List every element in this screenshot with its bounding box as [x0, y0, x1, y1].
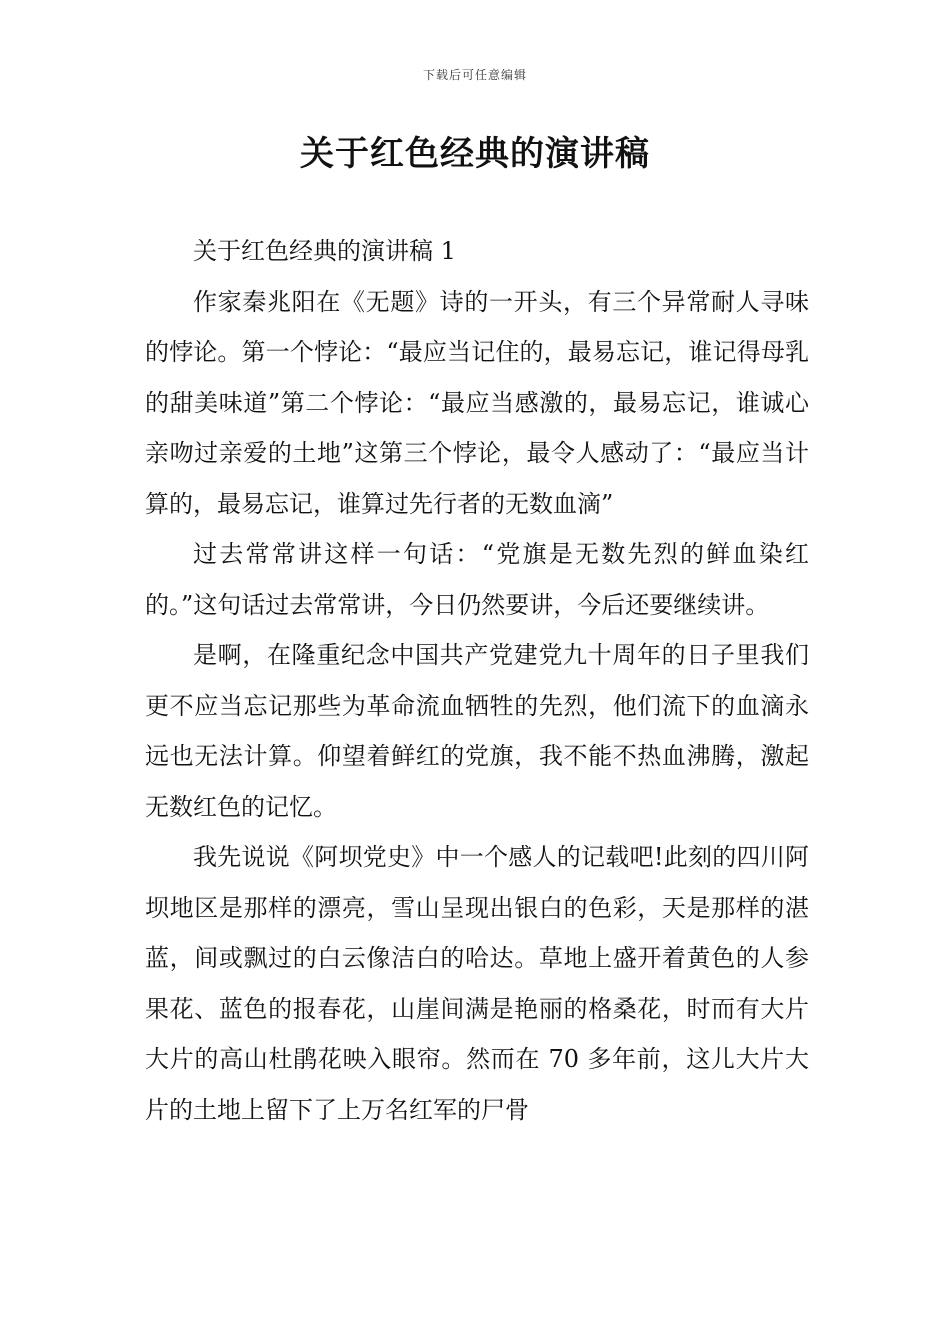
paragraph: 我先说说《阿坝党史》中一个感人的记载吧!此刻的四川阿坝地区是那样的漂亮，雪山呈现出银白的色彩，天是那样的湛蓝，间或飘过的白云像洁白的哈达。草地上盛开着黄色的人参果花、蓝色的报春花，山崖间满是艳丽的格桑花，时而有大片大片的高山杜鹃花映入眼帘。然而在 70 多年前，这儿大片大片的土地上留下了上万名红军的尸骨 [145, 843, 809, 1124]
document-body [145, 226, 809, 1135]
paragraph: 是啊，在隆重纪念中国共产党建党九十周年的日子里我们更不应当忘记那些为革命流血牺牲的先烈，他们流下的血滴永远也无法计算。仰望着鲜红的党旗，我不能不热血沸腾，激起无数红色的记忆。 [145, 641, 809, 821]
paragraph-subtitle: 关于红色经典的演讲稿 1 [193, 237, 456, 265]
paragraph: 过去常常讲这样一句话：“党旗是无数先烈的鲜血染红的。”这句话过去常常讲，今日仍然要讲，今后还要继续讲。 [145, 540, 809, 619]
paragraph: 作家秦兆阳在《无题》诗的一开头，有三个异常耐人寻味的悖论。第一个悖论：“最应当记住的，最易忘记，谁记得母乳的甜美味道”第二个悖论：“最应当感激的，最易忘记，谁诚心亲吻过亲爱的土地”这第三个悖论，最令人感动了：“最应当计算的，最易忘记，谁算过先行者的无数血滴” [145, 287, 809, 518]
header-note: 下载后可任意编辑 [422, 68, 527, 82]
document-title: 关于红色经典的演讲稿 [300, 134, 650, 174]
